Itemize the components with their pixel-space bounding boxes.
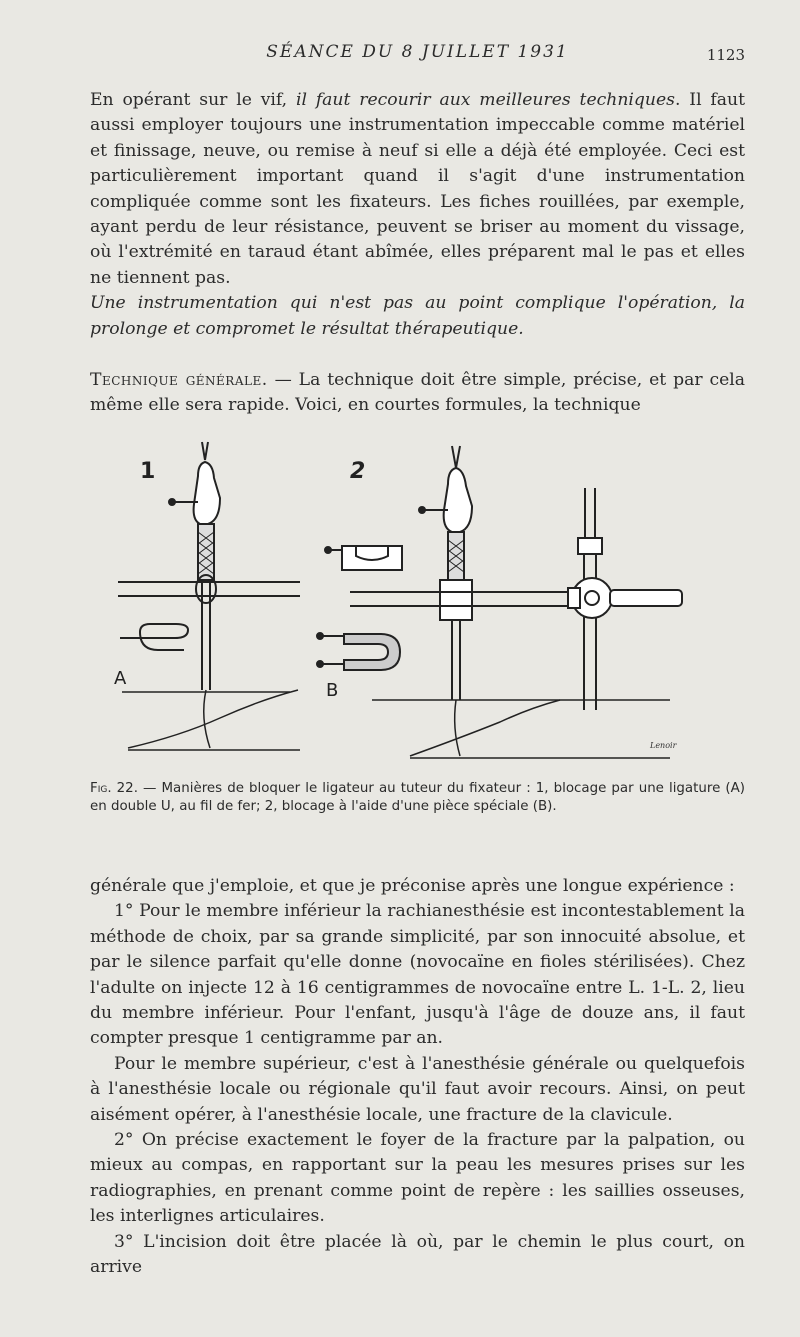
pin-left (204, 690, 210, 748)
running-title: SÉANCE DU 8 JUILLET 1931 (266, 42, 569, 62)
clamp-piece (325, 546, 402, 570)
illustrator-signature: Lenoir (650, 741, 677, 750)
paragraph-3-rest: — La technique doit être simple, précise, et par cela même elle sera rapide. Voici, en courtes formules, la technique (90, 370, 745, 416)
paragraph-1-emphasis: il faut recourir aux meilleures techniques (295, 90, 675, 110)
paragraph-7: 2° On précise exactement le foyer de la fracture par la palpation, ou mieux au compas, en rapportant sur la peau les mesures prises sur les radiographies, en prenant comme point de repère : les saillies osseuses, les interlignes articulaires. (90, 1130, 745, 1227)
figure-22 (110, 438, 710, 763)
running-header (90, 42, 745, 66)
pin-right (455, 700, 460, 756)
paragraph-3 (90, 368, 745, 419)
caption-text: — Manières de bloquer le ligateur au tuteur du fixateur : 1, blocage par une ligature (A) en double U, au fil de fer; 2, blocage à l'aide d'une pièce spéciale (B). (90, 781, 746, 814)
fixator-joint (568, 488, 682, 710)
caption-figure-label: Fig. 22. (90, 781, 138, 796)
figure-label-b: B (326, 680, 339, 701)
section-heading: Technique générale. (90, 370, 268, 391)
ligator-left (169, 442, 220, 690)
paragraph-6: Pour le membre supérieur, c'est à l'anesthésie générale ou quelquefois à l'anesthésie locale ou régionale qu'il faut avoir recours. Ainsi, on peut aisément opérer, à l'anesthésie locale, une fracture de la clavicule. (90, 1053, 745, 1125)
figure-label-a: A (114, 668, 127, 689)
paragraph-1-rest: . Il faut aussi employer toujours une instrumentation impeccable comme matériel et finissage, neuve, ou remise à neuf si elle a déjà été employée. Ceci est particulièrement important quand il s'agit d'une instrumentation compliquée comme sont les fixateurs. Les fiches rouillées, par exemple, ayant perdu de leur résistance, peuvent se briser au moment du vissage, où l'extrémité en taraud étant abîmée, elles préparent mal le pas et elles ne tiennent pas. (90, 90, 745, 288)
double-u-wire (120, 624, 188, 650)
clamp-piece-open (317, 633, 400, 670)
paragraph-4: générale que j'emploie, et que je préconise après une longue expérience : (90, 876, 735, 896)
figure-caption (90, 780, 745, 816)
paragraph-1-lead: En opérant sur le vif, (90, 90, 296, 110)
paragraph-8: 3° L'incision doit être placée là où, par le chemin le plus court, on arrive (90, 1231, 745, 1278)
page-number: 1123 (706, 46, 745, 64)
top-text (90, 88, 745, 419)
bone-outline-right (410, 700, 560, 756)
paragraph-5: 1° Pour le membre inférieur la rachianesthésie est incontestablement la méthode de choix, par sa grande simplicité, par son innocuité absolue, et par le silence parfait qu'elle donne (novocaïne en fioles stérilisées). Chez l'adulte on injecte 12 à 16 centigrammes de novocaïne entre L. 1-L. 2, lieu du membre inférieur. Pour l'enfant, jusqu'à l'âge de douze ans, il faut compter presque 1 centigramme par an. (90, 901, 745, 1049)
ligator-right (419, 446, 472, 700)
bone-outline-left (128, 690, 298, 748)
paragraph-2: Une instrumentation qui n'est pas au point complique l'opération, la prolonge et compromet le résultat thérapeutique. (90, 293, 745, 339)
bottom-text (90, 874, 745, 1281)
figure-label-1: 1 (140, 459, 156, 484)
paragraph-1 (90, 88, 745, 291)
figure-label-2: 2 (350, 459, 366, 484)
